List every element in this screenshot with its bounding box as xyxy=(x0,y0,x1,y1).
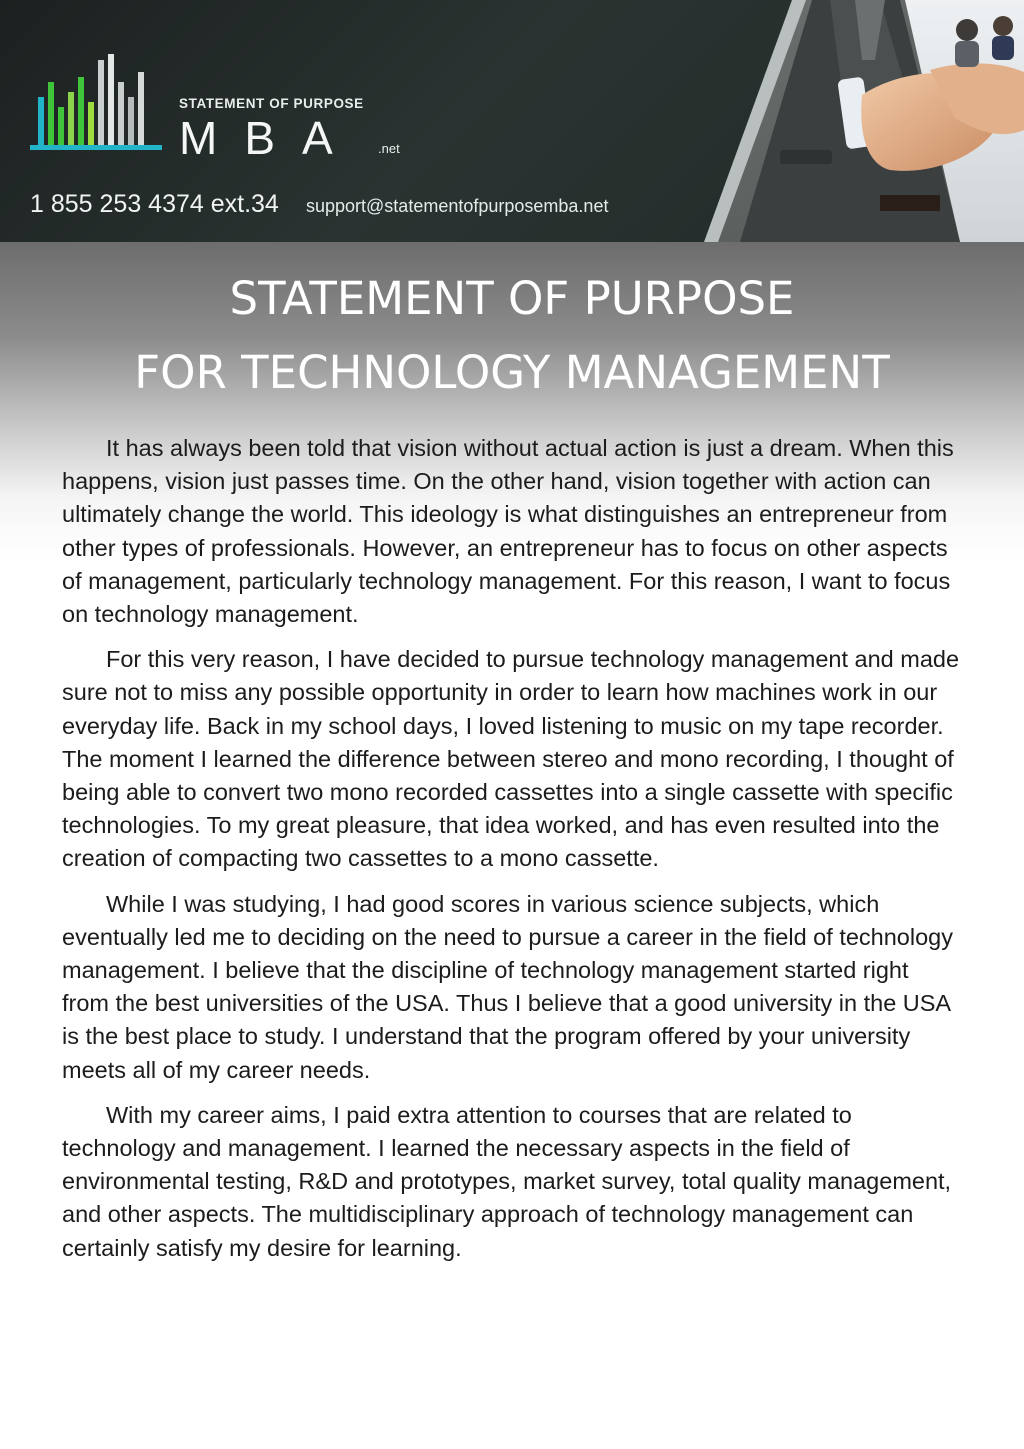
logo-bars-icon xyxy=(30,52,162,156)
paragraph: It has always been told that vision without actual action is just a dream. When this happens, vision just passes time. On the other hand, vision together with action can ultimately change the world. This ideology is what distinguishes an entrepreneur from other types of professionals. However, an entrepreneur has to focus on other aspects of management, particularly technology management. For this reason, I want to focus on technology management. xyxy=(62,435,954,628)
page-title-line-2: FOR TECHNOLOGY MANAGEMENT xyxy=(134,346,890,399)
phone-number[interactable]: 1 855 253 4374 ext.34 xyxy=(30,190,279,218)
paragraph: With my career aims, I paid extra attention to courses that are related to technology and management. I learned the necessary aspects in the field of environmental testing, R&D and prototypes, market survey, total quality management, and other aspects. The multidisciplinary approach of technology management can certainly satisfy my desire for learning. xyxy=(62,1101,952,1261)
statement-body xyxy=(62,432,962,1277)
brand-name: MBA xyxy=(179,112,360,164)
page-title-line-1: STATEMENT OF PURPOSE xyxy=(229,272,795,325)
header-banner xyxy=(0,0,1024,242)
paragraph: For this very reason, I have decided to pursue technology management and made sure not to miss any possible opportunity in order to learn how machines work in our everyday life. Back in my school days, I loved listening to music on my tape recorder. The moment I learned the difference between stereo and mono recording, I thought of being able to convert two mono recorded cassettes into a single cassette with specific technologies. To my great pleasure, that idea worked, and has even resulted into the creation of compacting two cassettes to a mono cassette. xyxy=(62,646,960,872)
paragraph: While I was studying, I had good scores in various science subjects, which eventually led me to deciding on the need to pursue a career in the field of technology management. I believe that the discipline of technology management started right from the best universities of the USA. Thus I believe that a good university in the USA is the best place to study. I understand that the program offered by your university meets all of my career needs. xyxy=(62,890,953,1083)
brand-domain: .net xyxy=(378,141,400,156)
brand-subtitle: STATEMENT OF PURPOSE xyxy=(179,96,364,111)
support-email[interactable]: support@statementofpurposemba.net xyxy=(306,196,609,216)
